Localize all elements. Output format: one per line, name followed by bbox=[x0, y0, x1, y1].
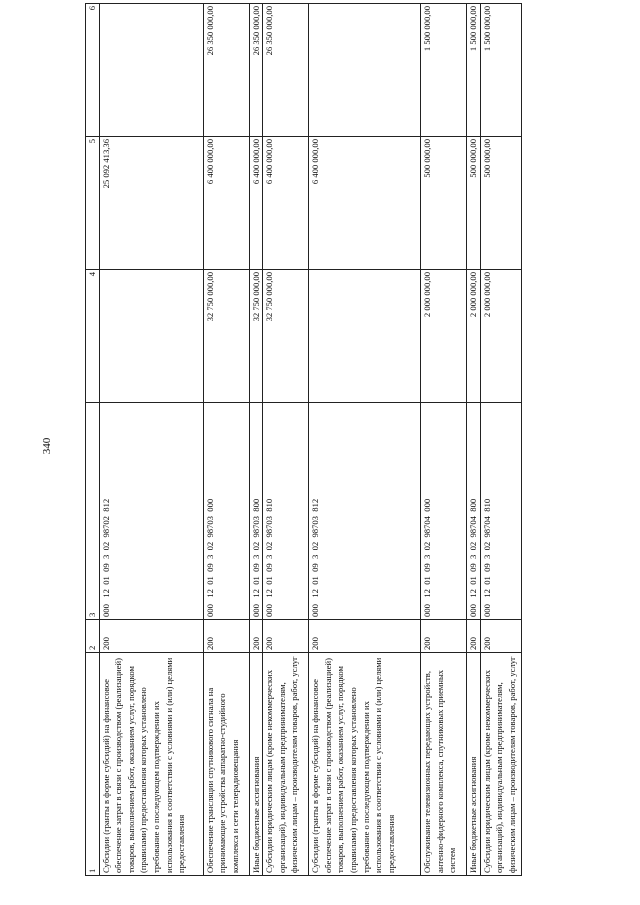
header-col-1: 1 bbox=[86, 653, 100, 876]
table-header-row bbox=[86, 4, 100, 876]
row-col6-cell: 1 500 000,00 bbox=[421, 4, 467, 137]
header-col-2: 2 bbox=[86, 620, 100, 653]
row-col5-cell: 6 400 000,00 bbox=[309, 137, 421, 270]
row-col4-cell: 2 000 000,00 bbox=[421, 270, 467, 403]
row-classification-cell: 000 12 01 09 3 02 98704 800 bbox=[467, 403, 481, 620]
row-col6-cell bbox=[99, 4, 203, 137]
table-row bbox=[467, 4, 481, 876]
row-code-cell: 200 bbox=[203, 620, 249, 653]
rotated-table-wrapper bbox=[85, 6, 517, 876]
row-classification-cell: 000 12 01 09 3 02 98703 812 bbox=[309, 403, 421, 620]
table-row bbox=[203, 4, 249, 876]
row-name-cell: Субсидии (гранты в форме субсидий) на финансовое обеспечение затрат в связи с производством (реализацией) товаров, выполнением работ, оказанием услуг, порядком (правилами) предоставления которых установлено требование о последующем подтверждении их использования в соответствии с условиями и (или) целями предоставления bbox=[99, 653, 203, 876]
row-classification-cell: 000 12 01 09 3 02 98704 810 bbox=[480, 403, 521, 620]
header-col-6: 6 bbox=[86, 4, 100, 137]
row-name-cell: Иные бюджетные ассигнования bbox=[249, 653, 263, 876]
row-classification-cell: 000 12 01 09 3 02 98704 000 bbox=[421, 403, 467, 620]
row-col5-cell: 6 400 000,00 bbox=[203, 137, 249, 270]
row-name-cell: Иные бюджетные ассигнования bbox=[467, 653, 481, 876]
rotated-table-frame bbox=[85, 6, 517, 876]
row-classification-cell: 000 12 01 09 3 02 98703 810 bbox=[263, 403, 309, 620]
table-row bbox=[421, 4, 467, 876]
row-col6-cell bbox=[309, 4, 421, 137]
row-name-cell: Субсидии (гранты в форме субсидий) на финансовое обеспечение затрат в связи с производством (реализацией) товаров, выполнением работ, оказанием услуг, порядком (правилами) предоставления которых установлено требование о последующем подтверждении их использования в соответствии с условиями и (или) целями предоставления bbox=[309, 653, 421, 876]
row-code-cell: 200 bbox=[467, 620, 481, 653]
row-col5-cell: 6 400 000,00 bbox=[263, 137, 309, 270]
header-col-5: 5 bbox=[86, 137, 100, 270]
row-col4-cell: 32 750 000,00 bbox=[203, 270, 249, 403]
row-col4-cell bbox=[99, 270, 203, 403]
row-col6-cell: 26 350 000,00 bbox=[263, 4, 309, 137]
row-col6-cell: 1 500 000,00 bbox=[467, 4, 481, 137]
header-col-3: 3 bbox=[86, 403, 100, 620]
row-classification-cell: 000 12 01 09 3 02 98702 812 bbox=[99, 403, 203, 620]
row-code-cell: 200 bbox=[99, 620, 203, 653]
row-col5-cell: 500 000,00 bbox=[467, 137, 481, 270]
row-name-cell: Обслуживание телевизионных передающих устройств, антенно-фидерного комплекса, спутниковых приемных систем bbox=[421, 653, 467, 876]
row-col4-cell: 32 750 000,00 bbox=[263, 270, 309, 403]
row-col6-cell: 1 500 000,00 bbox=[480, 4, 521, 137]
page-number: 340 bbox=[41, 437, 53, 455]
row-classification-cell: 000 12 01 09 3 02 98703 000 bbox=[203, 403, 249, 620]
row-col5-cell: 6 400 000,00 bbox=[249, 137, 263, 270]
row-col4-cell bbox=[309, 270, 421, 403]
row-col5-cell: 500 000,00 bbox=[480, 137, 521, 270]
row-code-cell: 200 bbox=[421, 620, 467, 653]
table-row bbox=[309, 4, 421, 876]
table-row bbox=[263, 4, 309, 876]
row-col5-cell: 25 092 413,36 bbox=[99, 137, 203, 270]
row-col6-cell: 26 350 000,00 bbox=[249, 4, 263, 137]
row-code-cell: 200 bbox=[480, 620, 521, 653]
row-code-cell: 200 bbox=[249, 620, 263, 653]
row-name-cell: Субсидии юридическим лицам (кроме некоммерческих организаций), индивидуальным предпринимателям, физическим лицам – производителям товаров, работ, услуг bbox=[480, 653, 521, 876]
budget-table bbox=[85, 3, 522, 876]
row-col5-cell: 500 000,00 bbox=[421, 137, 467, 270]
row-code-cell: 200 bbox=[263, 620, 309, 653]
header-col-4: 4 bbox=[86, 270, 100, 403]
row-col6-cell: 26 350 000,00 bbox=[203, 4, 249, 137]
row-col4-cell: 32 750 000,00 bbox=[249, 270, 263, 403]
table-row bbox=[99, 4, 203, 876]
row-col4-cell: 2 000 000,00 bbox=[467, 270, 481, 403]
row-classification-cell: 000 12 01 09 3 02 98703 800 bbox=[249, 403, 263, 620]
row-name-cell: Обеспечение трансляции спутникового сигнала на принимающие устройства аппаратно-студийного комплекса и сети телерадиовещания bbox=[203, 653, 249, 876]
table-row bbox=[249, 4, 263, 876]
table-row bbox=[480, 4, 521, 876]
row-name-cell: Субсидии юридическим лицам (кроме некоммерческих организаций), индивидуальным предпринимателям, физическим лицам – производителям товаров, работ, услуг bbox=[263, 653, 309, 876]
row-col4-cell: 2 000 000,00 bbox=[480, 270, 521, 403]
row-code-cell: 200 bbox=[309, 620, 421, 653]
